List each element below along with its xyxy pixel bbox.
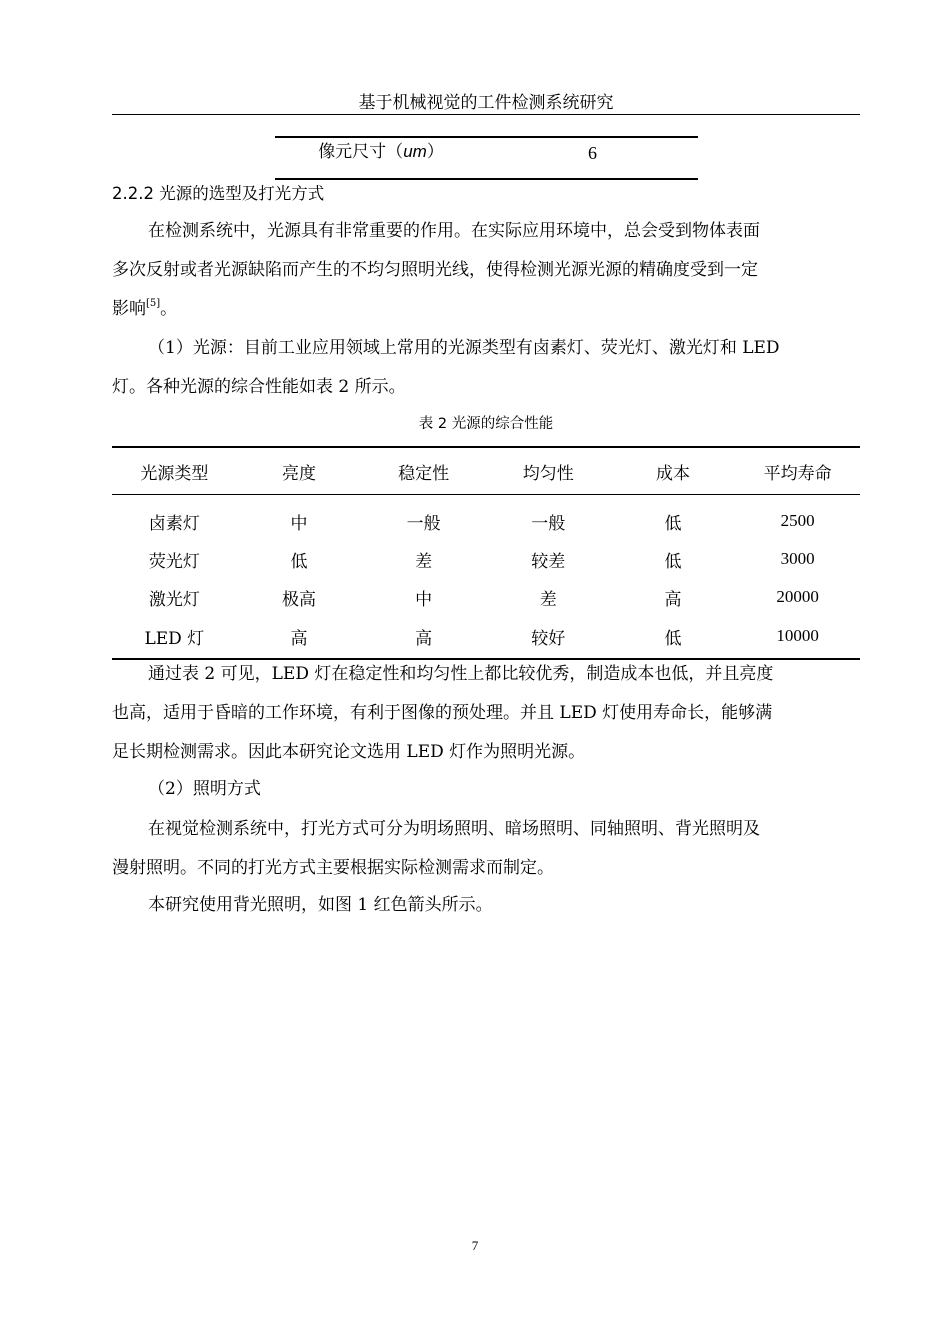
paragraph-6-line: 本研究使用背光照明，如图 1 红色箭头所示。	[148, 895, 493, 915]
table2-cell: 中	[290, 513, 308, 534]
table2-cell: 一般	[406, 513, 441, 534]
paragraph-3	[112, 655, 860, 772]
paragraph-1-line: 在检测系统中，光源具有非常重要的作用。在实际应用环境中，总会受到物体表面	[148, 221, 760, 241]
table2-row	[112, 616, 860, 656]
table2-cell: 高	[290, 628, 308, 649]
paragraph-5-line: 在视觉检测系统中，打光方式可分为明场照明、暗场照明、同轴照明、背光照明及	[148, 819, 760, 839]
table1-bottom-rule	[275, 178, 698, 180]
table2-cell: 低	[290, 551, 308, 572]
paragraph-1	[112, 212, 860, 329]
paragraph-3-line: 也高，适用于昏暗的工作环境，有利于图像的预处理。并且 LED 灯使用寿命长，能够满	[112, 703, 773, 723]
paragraph-2	[112, 329, 860, 407]
table2-header-cell: 均匀性	[522, 463, 574, 484]
paragraph-5	[112, 810, 860, 888]
citation-5: [5]	[146, 298, 161, 309]
paragraph-5-line: 漫射照明。不同的打光方式主要根据实际检测需求而制定。	[112, 858, 554, 878]
paragraph-4-line: （2）照明方式	[148, 779, 261, 799]
table2-cell: 较好	[531, 628, 566, 649]
table2-header-cell: 亮度	[281, 463, 316, 484]
table2-caption: 表 2 光源的综合性能	[418, 416, 554, 432]
table1-unit: um	[403, 142, 427, 161]
table1-top-rule	[275, 136, 698, 138]
table2-cell: 低	[664, 628, 682, 649]
table2	[112, 448, 860, 656]
table2-cell: 一般	[531, 513, 566, 534]
table2-cell: 中	[415, 589, 433, 610]
paragraph-4	[112, 770, 860, 809]
paragraph-1-text: 影响	[112, 299, 146, 319]
paragraph-3-line: 足长期检测需求。因此本研究论文选用 LED 灯作为照明光源。	[112, 742, 586, 762]
paragraph-1-text-end: 。	[160, 299, 178, 319]
table2-cell: 3000	[780, 549, 815, 568]
table2-cell: 低	[664, 551, 682, 572]
table2-cell: 高	[664, 589, 682, 610]
table2-header-cell: 稳定性	[398, 463, 450, 484]
table2-header-cell: 平均寿命	[763, 463, 832, 484]
table1-cell-value: 6	[588, 143, 597, 163]
paragraph-3-line: 通过表 2 可见，LED 灯在稳定性和均匀性上都比较优秀，制造成本也低，并且亮度	[148, 664, 774, 684]
table2-cell: 极高	[281, 589, 316, 610]
table2-cell: 卤素灯	[148, 513, 200, 534]
table2-cell: 20000	[776, 587, 819, 606]
table2-header-cell: 光源类型	[140, 463, 209, 484]
table2-cell: 激光灯	[148, 589, 200, 610]
header-rule	[112, 114, 860, 115]
table1-cell-label	[275, 141, 487, 163]
table2-cell: 荧光灯	[148, 551, 200, 572]
running-header: 基于机械视觉的工件检测系统研究	[358, 93, 614, 113]
table2-cell: 差	[415, 551, 433, 572]
paragraph-1-line: 多次反射或者光源缺陷而产生的不均匀照明光线，使得检测光源光源的精确度受到一定	[112, 260, 758, 280]
table2-cell: 差	[539, 589, 557, 610]
table2-cell: 低	[664, 513, 682, 534]
table2-header-cell: 成本	[655, 463, 690, 484]
table2-row	[112, 502, 860, 540]
page-number: 7	[471, 1238, 479, 1253]
table2-cell: 高	[415, 628, 433, 649]
paragraph-1-line	[112, 290, 860, 329]
table2-cell: LED 灯	[144, 628, 205, 649]
table2-cell: 2500	[780, 511, 815, 530]
table1-label-end: ）	[426, 142, 444, 162]
paragraph-2-line: 灯。各种光源的综合性能如表 2 所示。	[112, 377, 406, 397]
table2-row	[112, 578, 860, 616]
table2-cell: 10000	[776, 626, 819, 645]
paragraph-2-line: （1）光源：目前工业应用领域上常用的光源类型有卤素灯、荧光灯、激光灯和 LED	[148, 338, 780, 358]
table2-cell: 较差	[531, 551, 566, 572]
paragraph-6	[112, 886, 860, 925]
table2-header-row	[112, 448, 860, 494]
table2-row	[112, 540, 860, 578]
table1-label-text: 像元尺寸（	[318, 142, 404, 162]
section-heading: 2.2.2 光源的选型及打光方式	[112, 184, 325, 203]
